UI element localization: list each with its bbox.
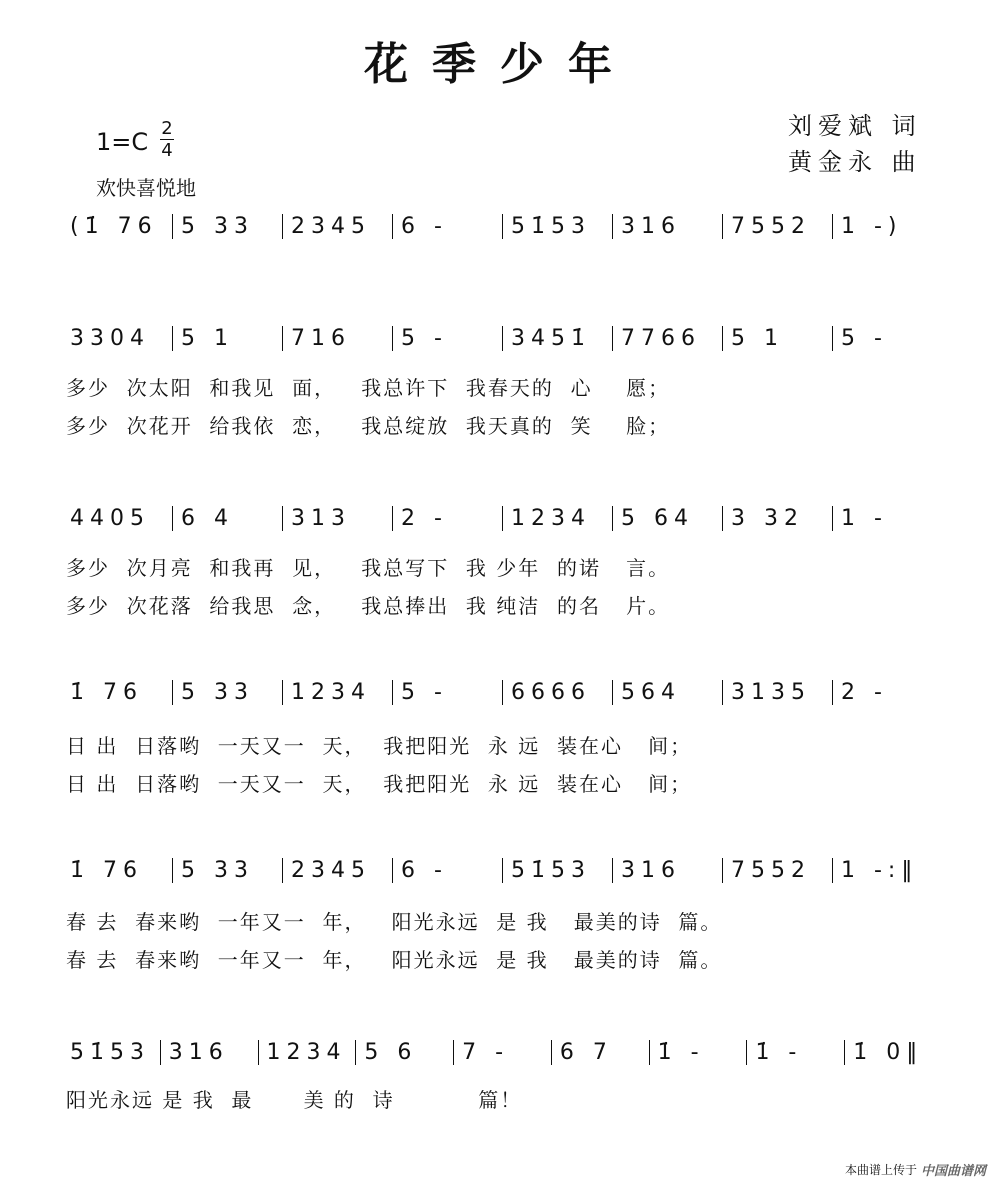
measure: 6666 bbox=[502, 680, 612, 705]
lyric-line: 春 去 春来哟 一年又一 年， 阳光永远 是 我 最美的诗 篇。 bbox=[66, 910, 723, 934]
notation-system bbox=[62, 214, 942, 244]
measure: 7 - bbox=[453, 1040, 551, 1065]
measure: 6 - bbox=[392, 214, 502, 239]
measure: 5 - bbox=[392, 326, 502, 351]
notation-system bbox=[62, 1040, 942, 1070]
lyric-line: 多少 次花开 给我依 恋， 我总绽放 我天真的 笑 脸； bbox=[66, 414, 671, 438]
measure: 4405 bbox=[70, 506, 150, 531]
measure: 51̇53 bbox=[502, 858, 612, 883]
notation-system bbox=[62, 326, 942, 356]
tempo-marking: 欢快喜悦地 bbox=[96, 176, 196, 200]
measure: 1̇ - bbox=[649, 1040, 747, 1065]
measure: 3135 bbox=[722, 680, 832, 705]
lyric-line: 多少 次花落 给我思 念， 我总捧出 我 纯洁 的名 片。 bbox=[66, 594, 671, 618]
measure: 5 - bbox=[832, 326, 942, 351]
measure: 51̇53 bbox=[70, 1040, 150, 1065]
footer-text: 本曲谱上传于 bbox=[844, 1163, 917, 1177]
measure: 716 bbox=[282, 326, 392, 351]
measure: 313 bbox=[282, 506, 392, 531]
measure: 3 32 bbox=[722, 506, 832, 531]
measure: 7766 bbox=[612, 326, 722, 351]
measure: 3451̇ bbox=[502, 326, 612, 351]
measure: 1234 bbox=[258, 1040, 356, 1065]
measure: 5 33 bbox=[172, 680, 282, 705]
notation-system bbox=[62, 858, 942, 888]
key-signature: 1=C bbox=[96, 128, 149, 156]
lyric-line: 多少 次太阳 和我见 面， 我总许下 我春天的 心 愿； bbox=[66, 376, 671, 400]
lyric-line: 春 去 春来哟 一年又一 年， 阳光永远 是 我 最美的诗 篇。 bbox=[66, 948, 723, 972]
measure: 5 33 bbox=[172, 858, 282, 883]
measure: 1̇ 76 bbox=[70, 680, 143, 705]
lyricist-credit: 刘爱斌 词 bbox=[788, 112, 922, 140]
lyric-line: 阳光永远 是 我 最 美 的 诗 篇！ bbox=[66, 1088, 523, 1112]
measure: 51̇53 bbox=[502, 214, 612, 239]
page-title: 花季少年 bbox=[364, 39, 636, 90]
notation-system bbox=[62, 506, 942, 536]
measure: 6 4 bbox=[172, 506, 282, 531]
measure: 6 7 bbox=[551, 1040, 649, 1065]
measure: 5 6 bbox=[355, 1040, 453, 1065]
site-logo: 中国曲谱网 bbox=[920, 1164, 986, 1179]
measure: 3304 bbox=[70, 326, 150, 351]
measure: 1̇ 0‖ bbox=[844, 1040, 942, 1065]
lyric-line: 日 出 日落哟 一天又一 天， 我把阳光 永 远 装在心 间； bbox=[66, 772, 693, 796]
measure: 564 bbox=[612, 680, 722, 705]
measure: 5 33 bbox=[172, 214, 282, 239]
measure: 5 - bbox=[392, 680, 502, 705]
measure: 1234 bbox=[282, 680, 392, 705]
measure: 2345 bbox=[282, 858, 392, 883]
lyric-line: 日 出 日落哟 一天又一 天， 我把阳光 永 远 装在心 间； bbox=[66, 734, 693, 758]
time-signature bbox=[160, 118, 174, 161]
measure: 1 -:‖ bbox=[832, 858, 942, 883]
measure: 316 bbox=[612, 214, 722, 239]
notation-system bbox=[62, 680, 942, 710]
measure: 6 - bbox=[392, 858, 502, 883]
footer bbox=[845, 1160, 986, 1179]
measure: 5 1 bbox=[722, 326, 832, 351]
measure: 1234 bbox=[502, 506, 612, 531]
measure: 2 - bbox=[832, 680, 942, 705]
measure: 7552 bbox=[722, 858, 832, 883]
measure: 7552 bbox=[722, 214, 832, 239]
measure: (1̇ 76 bbox=[70, 214, 158, 239]
time-signature-top: 2 bbox=[161, 118, 173, 139]
measure: 2345 bbox=[282, 214, 392, 239]
measure: 2 - bbox=[392, 506, 502, 531]
measure: 316 bbox=[612, 858, 722, 883]
measure: 316 bbox=[160, 1040, 258, 1065]
composer-credit: 黄金永 曲 bbox=[788, 148, 922, 176]
measure: 1̇ 76 bbox=[70, 858, 143, 883]
measure: 1 - bbox=[832, 506, 942, 531]
lyric-line: 多少 次月亮 和我再 见， 我总写下 我 少年 的诺 言。 bbox=[66, 556, 671, 580]
measure: 5 1 bbox=[172, 326, 282, 351]
measure: 5 64 bbox=[612, 506, 722, 531]
time-signature-bottom: 4 bbox=[161, 140, 173, 161]
measure: 1̇ - bbox=[746, 1040, 844, 1065]
measure: 1 -) bbox=[832, 214, 942, 239]
